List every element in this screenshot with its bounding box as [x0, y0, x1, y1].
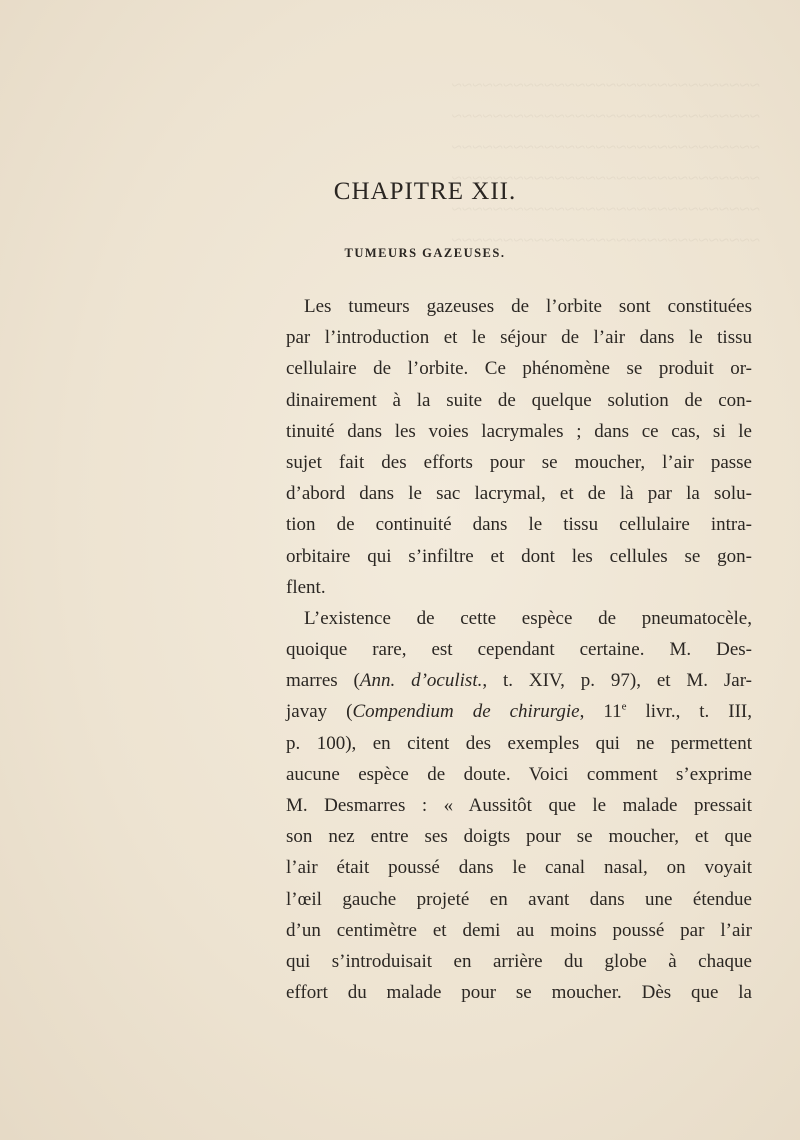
text-line: qui s’introduisait en arrière du globe à chaque	[286, 950, 752, 972]
show-through-texture: ~~~~~~~~~~~~~~~~~~~~~~~~~~~~~~ ~~~~~~~~~~~~~~~~~~~~~~~~~~~~~~ ~~~~~~~~~~~~~~~~~~~~~~~~~~~~~~ ~~~~~~~~~~~~~~~~~~~~~~~~~~~~~~ ~~~~~~~~~~~~~~~~~~~~~~~~~~~~~~ ~~~~~~~~~~~~~~~~~~~~~~~~~~~~~~	[451, 75, 760, 251]
text-line: son nez entre ses doigts pour se moucher, et que	[286, 826, 752, 848]
text-line: dinairement à la suite de quelque solution de con-	[286, 389, 752, 411]
text-line: aucune espèce de doute. Voici comment s’exprime	[286, 763, 752, 785]
text-line: sujet fait des efforts pour se moucher, l’air passe	[286, 451, 752, 473]
text-line: effort du malade pour se moucher. Dès que la	[286, 982, 752, 1004]
text-line: l’œil gauche projeté en avant dans une étendue	[286, 888, 752, 910]
text-line: M. Desmarres : « Aussitôt que le malade pressait	[286, 795, 752, 816]
text-line: tinuité dans les voies lacrymales ; dans ce cas, si le	[286, 420, 752, 442]
text-line-with-citation	[286, 665, 752, 696]
text-line: d’un centimètre et demi au moins poussé par l’air	[286, 919, 752, 941]
superscript: e	[621, 701, 627, 714]
text-line: flent.	[286, 576, 326, 598]
text-run: javay (	[286, 701, 353, 723]
text-line: quoique rare, est cependant certaine. M. Des-	[286, 639, 752, 661]
section-title: TUMEURS GAZEUSES.	[344, 246, 506, 260]
text-run: marres (	[286, 670, 360, 692]
text-line: orbitaire qui s’infiltre et dont les cellules se gon-	[286, 545, 752, 567]
text-line-with-citation	[286, 696, 752, 727]
text-line: tion de continuité dans le tissu cellulaire intra-	[286, 514, 752, 536]
text-run: livr., t. III,	[626, 701, 752, 723]
text-line: p. 100), en citent des exemples qui ne permettent	[286, 732, 752, 754]
text-run: , t. XIV, p. 97), et M. Jar-	[482, 670, 752, 692]
text-line: l’air était poussé dans le canal nasal, on voyait	[286, 857, 752, 879]
citation-title: Compendium de chirurgie	[352, 701, 580, 723]
text-line: Les tumeurs gazeuses de l’orbite sont constituées	[304, 296, 752, 317]
text-line: L’existence de cette espèce de pneumatocèle,	[304, 607, 752, 629]
body-text	[286, 291, 752, 1008]
text-line: par l’introduction et le séjour de l’air dans le tissu	[286, 327, 752, 349]
text-run: , 11	[579, 701, 622, 723]
text-line: d’abord dans le sac lacrymal, et de là par la solu-	[286, 483, 752, 505]
citation-title: Ann. d’oculist.	[359, 670, 483, 692]
chapter-title: CHAPITRE XII.	[333, 178, 517, 205]
text-line: cellulaire de l’orbite. Ce phénomène se produit or-	[286, 358, 752, 380]
